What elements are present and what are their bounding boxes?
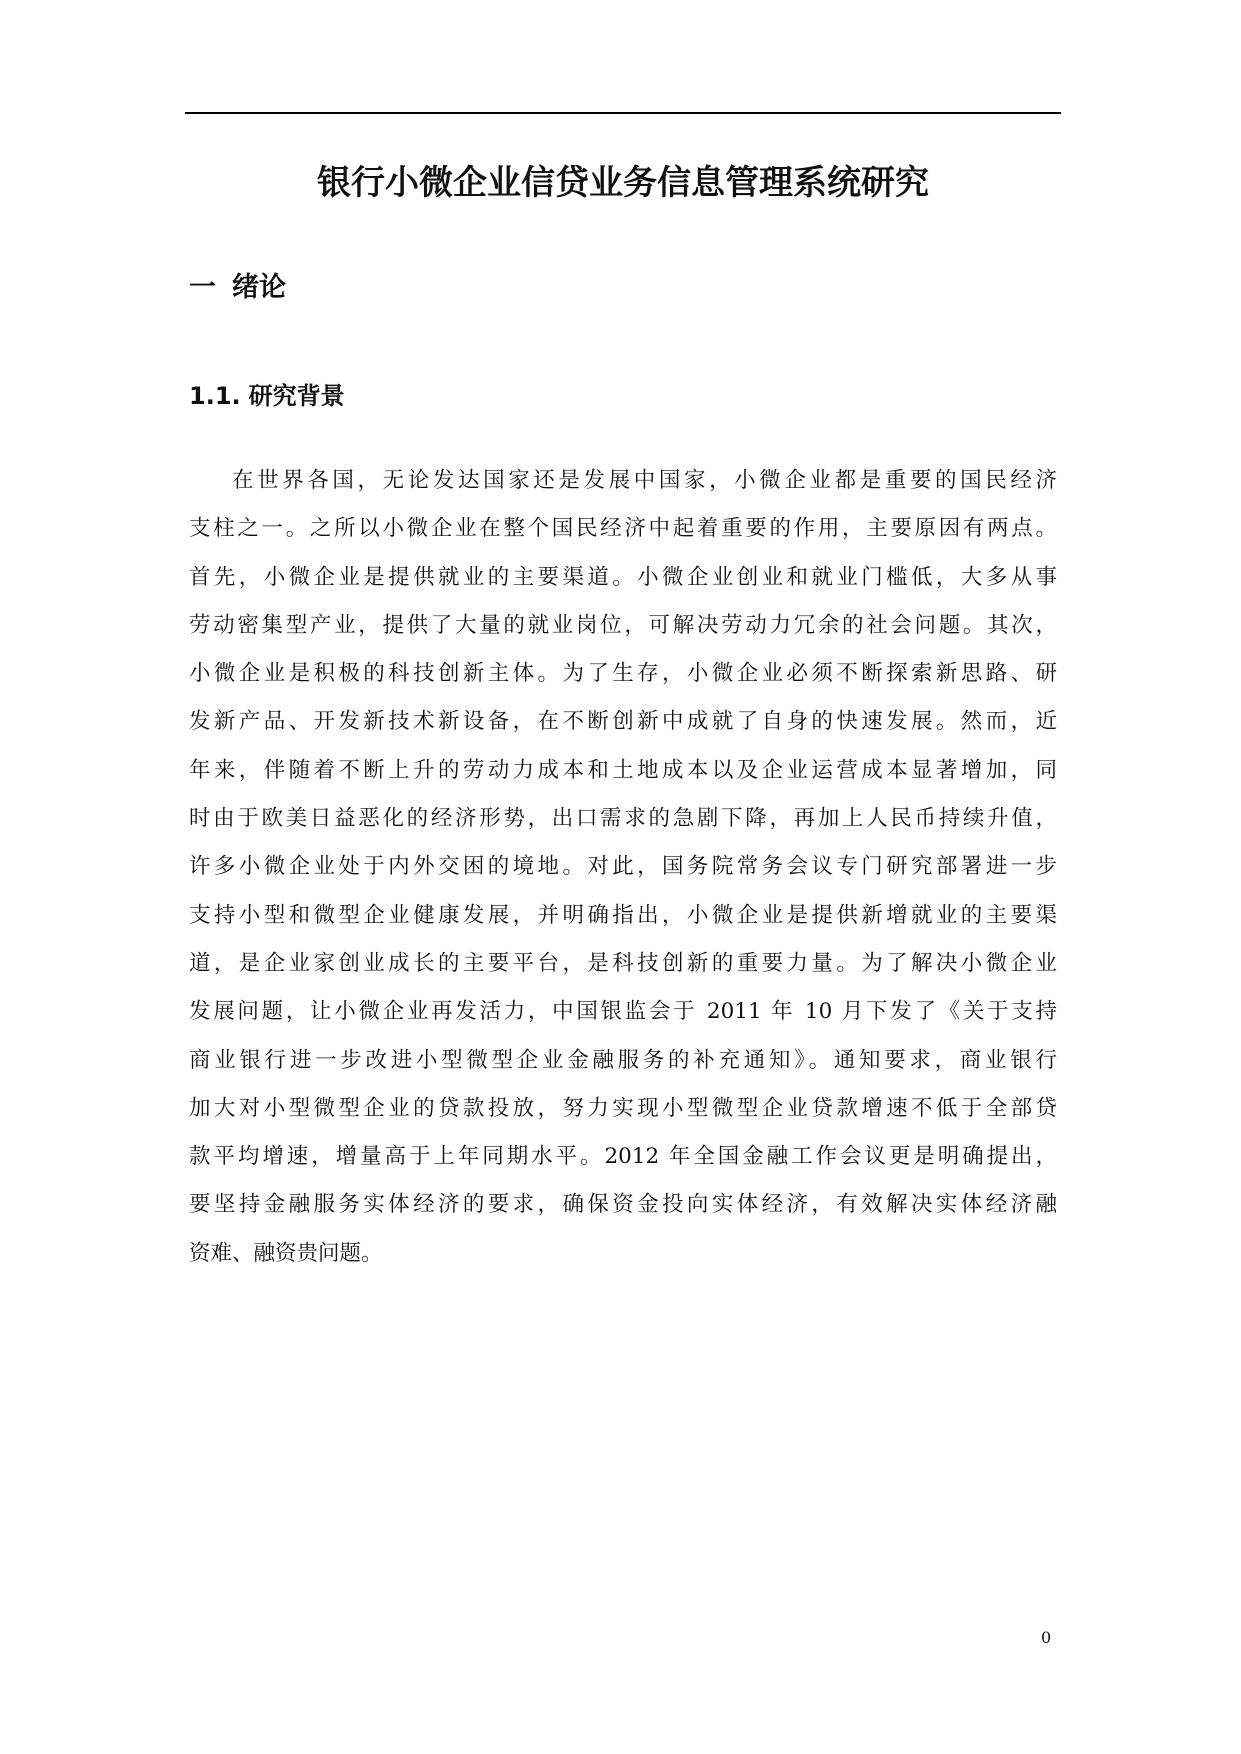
section-number: 1.1. [189, 382, 241, 410]
paragraph-line: 资难、融资贵问题。 [189, 1240, 383, 1266]
document-title: 银行小微企业信贷业务信息管理系统研究 [317, 163, 929, 203]
paragraph-line: 许多小微企业处于内外交困的境地。对此，国务院常务会议专门研究部署进一步 [189, 854, 1057, 880]
paragraph-line: 支持小型和微型企业健康发展，并明确指出，小微企业是提供新增就业的主要渠 [189, 902, 1057, 928]
paragraph-line: 时由于欧美日益恶化的经济形势，出口需求的急剧下降，再加上人民币持续升值， [189, 806, 1057, 832]
section-title: 研究背景 [248, 382, 345, 410]
paragraph-line: 劳动密集型产业，提供了大量的就业岗位，可解决劳动力冗余的社会问题。其次， [189, 612, 1057, 638]
paragraph-line: 小微企业是积极的科技创新主体。为了生存，小微企业必须不断探索新思路、研 [189, 661, 1057, 687]
paragraph-line: 年来，伴随着不断上升的劳动力成本和土地成本以及企业运营成本显著增加，同 [189, 757, 1057, 783]
paragraph-line: 要坚持金融服务实体经济的要求，确保资金投向实体经济，有效解决实体经济融 [189, 1192, 1057, 1218]
chapter-title: 绪论 [232, 272, 286, 303]
paragraph-line: 商业银行进一步改进小型微型企业金融服务的补充通知》。通知要求，商业银行 [189, 1047, 1057, 1073]
chapter-number: 一 [189, 272, 216, 303]
paragraph-line: 在世界各国，无论发达国家还是发展中国家，小微企业都是重要的国民经济 [232, 468, 1057, 493]
paragraph-line: 支柱之一。之所以小微企业在整个国民经济中起着重要的作用，主要原因有两点。 [189, 516, 1057, 542]
paragraph-line: 道，是企业家创业成长的主要平台，是科技创新的重要力量。为了解决小微企业 [189, 950, 1057, 976]
paragraph-line: 首先，小微企业是提供就业的主要渠道。小微企业创业和就业门槛低，大多从事 [189, 564, 1057, 590]
paragraph-line: 款平均增速，增量高于上年同期水平。2012 年全国金融工作会议更是明确提出， [189, 1144, 1057, 1170]
page-number: 0 [1041, 1628, 1052, 1647]
body-paragraph [189, 461, 1057, 1282]
section-heading [189, 377, 345, 415]
header-rule [185, 112, 1061, 114]
paragraph-line: 加大对小型微型企业的贷款投放，努力实现小型微型企业贷款增速不低于全部贷 [189, 1095, 1057, 1121]
chapter-heading [189, 268, 286, 308]
paragraph-line: 发展问题，让小微企业再发活力，中国银监会于 2011 年 10 月下发了《关于支持 [189, 999, 1057, 1025]
paragraph-line: 发新产品、开发新技术新设备，在不断创新中成就了自身的快速发展。然而，近 [189, 709, 1057, 735]
